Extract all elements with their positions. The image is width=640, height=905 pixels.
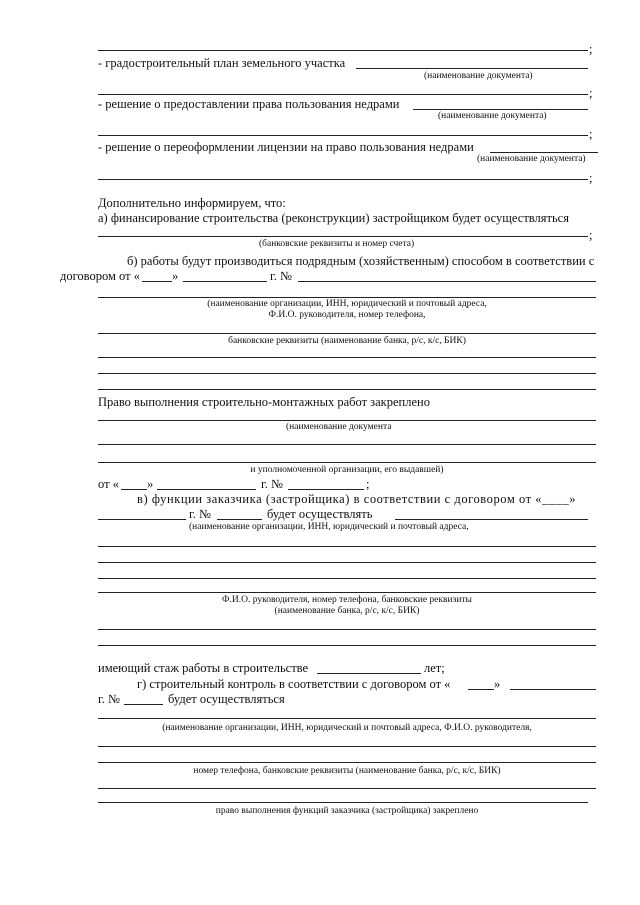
caption-fio-phone: Ф.И.О. руководителя, номер телефона, [268,310,426,320]
caption-phone-bank: номер телефона, банковские реквизиты (наименование банка, р/с, к/с, БИК) [193,766,501,776]
quote-close: » [494,677,501,691]
caption-doc-name-2: (наименование документа [286,422,392,432]
blank-line[interactable] [98,444,596,445]
number-label: г. № [261,477,283,491]
item-a-text: а) финансирование строительства (реконструкции) застройщиком будет осуществляться [98,211,569,225]
caption-customer-right: право выполнения функций заказчика (застройщика) закреплено [215,806,479,816]
caption-org-addr: (наименование организации, ИНН, юридический и почтовый адреса, [207,299,487,309]
blank-line[interactable] [98,373,596,374]
number-label: г. № [98,692,120,706]
contract-date-label: договором от « [60,269,140,283]
blank-line[interactable] [98,50,588,51]
blank-line[interactable] [98,546,596,547]
caption-org-addr-2: (наименование организации, ИНН, юридический и почтовый адреса, [189,522,469,532]
years-label: лет; [424,661,445,675]
blank-line[interactable] [395,519,588,520]
blank-line[interactable] [98,718,596,719]
caption-doc-name: (наименование документа) [477,154,586,164]
will-implement-label: будет осуществлять [267,507,373,521]
date-month-field[interactable] [510,689,596,690]
blank-line[interactable] [98,333,596,334]
date-day-field[interactable] [142,281,172,282]
date-day-field[interactable] [121,489,147,490]
blank-line[interactable] [98,578,596,579]
caption-fio-phone-bank: Ф.И.О. руководителя, номер телефона, банковские реквизиты [222,595,472,605]
quote-close: » [147,477,154,491]
blank-line[interactable] [98,420,596,421]
stazh-label: имеющий стаж работы в строительстве [98,661,309,675]
caption-bank-name: (наименование банка, р/с, к/с, БИК) [274,606,420,616]
blank-line[interactable] [356,68,588,69]
item-gradplan: - градостроительный план земельного участка [98,56,346,70]
date-day-field[interactable] [468,689,494,690]
blank-line[interactable] [98,562,596,563]
blank-line[interactable] [98,802,588,803]
quote-close: » [172,269,179,283]
semicolon: ; [589,228,593,242]
date-month-field[interactable] [157,489,256,490]
semicolon: ; [366,477,370,491]
caption-org-full: (наименование организации, ИНН, юридический и почтовый адреса, Ф.И.О. руководителя, [162,723,532,733]
blank-line[interactable] [413,109,588,110]
inform-heading: Дополнительно информируем, что: [98,196,286,210]
blank-line[interactable] [98,645,596,646]
experience-years-field[interactable] [317,673,421,674]
item-pereoform: - решение о переоформлении лицензии на право пользования недрами [98,140,474,154]
contract-number-field[interactable] [124,704,163,705]
blank-line[interactable] [98,357,596,358]
blank-line[interactable] [490,152,598,153]
item-g-text: г) строительный контроль в соответствии с договором от « [137,677,451,691]
smr-heading: Право выполнения строительно-монтажных работ закреплено [98,395,430,409]
blank-line[interactable] [98,94,588,95]
blank-line[interactable] [98,746,596,747]
blank-line[interactable] [98,762,596,763]
caption-doc-name: (наименование документа) [438,111,547,121]
contract-number-field[interactable] [217,519,262,520]
blank-line[interactable] [98,389,596,390]
number-label: г. № [270,269,292,283]
contract-number-field[interactable] [298,281,596,282]
caption-bank-details: банковские реквизиты (наименование банка, р/с, к/с, БИК) [228,336,466,346]
blank-line[interactable] [98,135,588,136]
blank-line[interactable] [98,179,588,180]
item-nedra: - решение о предоставлении права пользования недрами [98,97,400,111]
semicolon: ; [589,127,593,141]
semicolon: ; [589,86,593,100]
from-label: от « [98,477,119,491]
blank-line[interactable] [98,236,588,237]
caption-doc-name: (наименование документа) [424,71,533,81]
semicolon: ; [589,42,593,56]
doc-number-field[interactable] [288,489,364,490]
will-implement-label: будет осуществляться [168,692,285,706]
date-month-field[interactable] [98,519,186,520]
caption-auth-org: и уполномоченной организации, его выдавшей) [250,465,444,475]
blank-line[interactable] [98,297,596,298]
blank-line[interactable] [98,592,596,593]
blank-line[interactable] [98,629,596,630]
blank-line[interactable] [98,788,596,789]
semicolon: ; [589,171,593,185]
item-v-text: в) функции заказчика (застройщика) в соответствии с договором от «____» [137,492,577,506]
blank-line[interactable] [98,462,596,463]
date-month-field[interactable] [183,281,267,282]
number-label: г. № [189,507,211,521]
item-b-text: б) работы будут производиться подрядным (хозяйственным) способом в соответствии с [127,254,595,268]
caption-bank-account: (банковские реквизиты и номер счета) [259,239,415,249]
